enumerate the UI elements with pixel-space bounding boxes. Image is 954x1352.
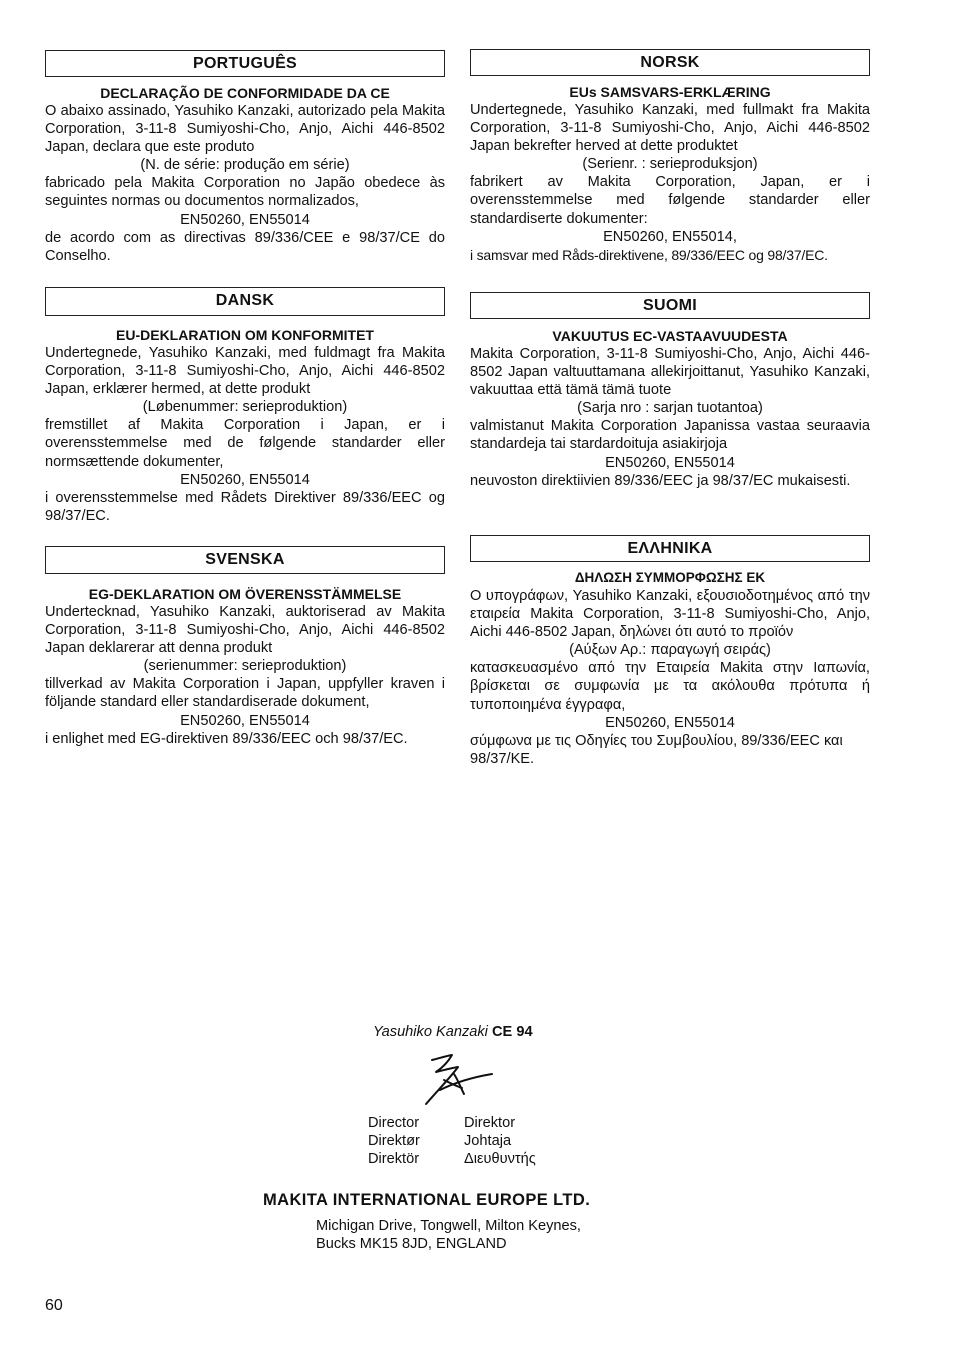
standards: EN50260, EN55014 <box>605 714 735 731</box>
section-title: PORTUGUÊS <box>45 50 445 77</box>
title-director: Director <box>368 1115 420 1131</box>
section-title: NORSK <box>470 49 870 76</box>
standards: EN50260, EN55014 <box>180 211 310 228</box>
titles-right <box>464 1114 536 1169</box>
company-name: MAKITA INTERNATIONAL EUROPE LTD. <box>263 1191 591 1209</box>
section-subtitle: DECLARAÇÃO DE CONFORMIDADE DA CE <box>100 85 390 101</box>
serial-note: (Serienr. : serieproduksjon) <box>582 156 758 173</box>
section-title: SUOMI <box>470 292 870 319</box>
section-dansk <box>45 287 445 525</box>
section-ellinika <box>470 535 870 768</box>
paragraph: Ο υπογράφων, Yasuhiko Kanzaki, εξουσιοδοτημένος από την εταιρεία Makita Corporation, 3-11-8 Sumiyoshi-Cho, Anjo, Aichi 446-8502 Japan, δηλώνει ότι αυτό το προϊόν <box>470 588 870 641</box>
title-direktor-sv: Direktör <box>368 1151 420 1168</box>
section-subtitle: EUs SAMSVARS-ERKLÆRING <box>569 84 771 100</box>
signatory-line <box>373 1023 533 1041</box>
section-subtitle: EU-DEKLARATION OM KONFORMITET <box>116 327 374 343</box>
paragraph: Makita Corporation, 3-11-8 Sumiyoshi-Cho, Anjo, Aichi 446-8502 Japan valtuuttamana allekirjoittanut, Yasuhiko Kanzaki, vakuuttaa että tämä tämä tuote <box>470 346 870 399</box>
paragraph: i enlighet med EG-direktiven 89/336/EEC och 98/37/EC. <box>45 730 408 747</box>
address-line: Bucks MK15 8JD, ENGLAND <box>316 1236 507 1253</box>
title-dieythyntis: Διευθυντής <box>464 1151 536 1168</box>
serial-note: (Løbenummer: serieproduktion) <box>142 399 348 416</box>
standards: EN50260, EN55014 <box>180 471 310 488</box>
section-title: DANSK <box>45 287 445 316</box>
standards: EN50260, EN55014, <box>603 228 737 245</box>
serial-note: (Sarja nro : sarjan tuotantoa) <box>577 400 763 417</box>
paragraph: O abaixo assinado, Yasuhiko Kanzaki, autorizado pela Makita Corporation, 3-11-8 Sumiyoshi-Cho, Anjo, Aichi 446-8502 Japan, declara que este produto <box>45 103 445 156</box>
paragraph: κατασκευασμένο από την Εταιρεία Makita στην Ιαπωνία, βρίσκεται σε συμφωνία με τα ακόλουθα πρότυπα ή τυποποιημένα έγγραφα, <box>470 660 870 713</box>
signatory-name: Yasuhiko Kanzaki <box>373 1024 488 1040</box>
paragraph: tillverkad av Makita Corporation i Japan, uppfyller kraven i följande standard eller standardiserade dokument, <box>45 676 445 711</box>
section-subtitle: VAKUUTUS EC-VASTAAVUUDESTA <box>552 328 788 344</box>
section-svenska <box>45 546 445 748</box>
section-suomi <box>470 292 870 490</box>
company-address <box>316 1217 581 1253</box>
paragraph: fabricado pela Makita Corporation no Japão obedece às seguintes normas ou documentos normalizados, <box>45 175 445 210</box>
paragraph: Undertegnede, Yasuhiko Kanzaki, med fuldmagt fra Makita Corporation, 3-11-8 Sumiyoshi-Cho, Anjo, Aichi 446-8502 Japan, erklærer hermed, at dette produkt <box>45 345 445 398</box>
serial-note: (serienummer: serieproduktion) <box>143 658 347 675</box>
paragraph: i samsvar med Råds-direktivene, 89/336/EEC og 98/37/EC. <box>470 246 828 263</box>
paragraph: neuvoston direktiivien 89/336/EEC ja 98/37/EC mukaisesti. <box>470 472 851 489</box>
section-subtitle: EG-DEKLARATION OM ÖVERENSSTÄMMELSE <box>88 586 402 602</box>
paragraph: valmistanut Makita Corporation Japanissa vastaa seuraavia standardeja tai stardardoituja asiakirjoja <box>470 418 870 453</box>
paragraph: σύμφωνα με τις Οδηγίες του Συμβουλίου, 89/336/EEC και 98/37/KE. <box>470 732 843 767</box>
standards: EN50260, EN55014 <box>180 712 310 729</box>
paragraph: i overensstemmelse med Rådets Direktiver 89/336/EEC og 98/37/EC. <box>45 489 445 524</box>
paragraph: de acordo com as directivas 89/336/CEE e 98/37/CE do Conselho. <box>45 229 445 264</box>
section-subtitle: ΔΗΛΩΣΗ ΣΥΜΜΟΡΦΩΣΗΣ ΕΚ <box>574 570 766 585</box>
address-line: Michigan Drive, Tongwell, Milton Keynes, <box>316 1218 581 1234</box>
signatory-code: CE 94 <box>492 1024 533 1040</box>
paragraph: Undertecknad, Yasuhiko Kanzaki, auktoriserad av Makita Corporation, 3-11-8 Sumiyoshi-Cho, Anjo, Aichi 446-8502 Japan deklarerar att denna produkt <box>45 604 445 657</box>
signature-image <box>418 1050 498 1110</box>
title-johtaja: Johtaja <box>464 1133 512 1150</box>
paragraph: fabrikert av Makita Corporation, Japan, er i overensstemmelse med følgende standarder eller standardiserte dokumenter: <box>470 174 870 227</box>
section-portugues <box>45 50 445 265</box>
title-direktor-da: Direktør <box>368 1133 420 1150</box>
section-title: ΕΛΛΗΝΙΚΑ <box>470 535 870 562</box>
serial-note: (Αύξων Αρ.: παραγωγή σειράς) <box>569 642 771 659</box>
paragraph: fremstillet af Makita Corporation i Japan, er i overensstemmelse med de følgende standarder eller normsættende dokumenter, <box>45 417 445 470</box>
serial-note: (N. de série: produção em série) <box>140 157 350 174</box>
title-direktor-no: Direktor <box>464 1115 516 1131</box>
page-number: 60 <box>45 1297 63 1314</box>
section-title: SVENSKA <box>45 546 445 574</box>
standards: EN50260, EN55014 <box>605 454 735 471</box>
titles-left <box>368 1114 420 1169</box>
section-norsk <box>470 49 870 264</box>
paragraph: Undertegnede, Yasuhiko Kanzaki, med fullmakt fra Makita Corporation, 3-11-8 Sumiyoshi-Cho, Anjo, Aichi 446-8502 Japan bekrefter herved at dette produktet <box>470 102 870 155</box>
